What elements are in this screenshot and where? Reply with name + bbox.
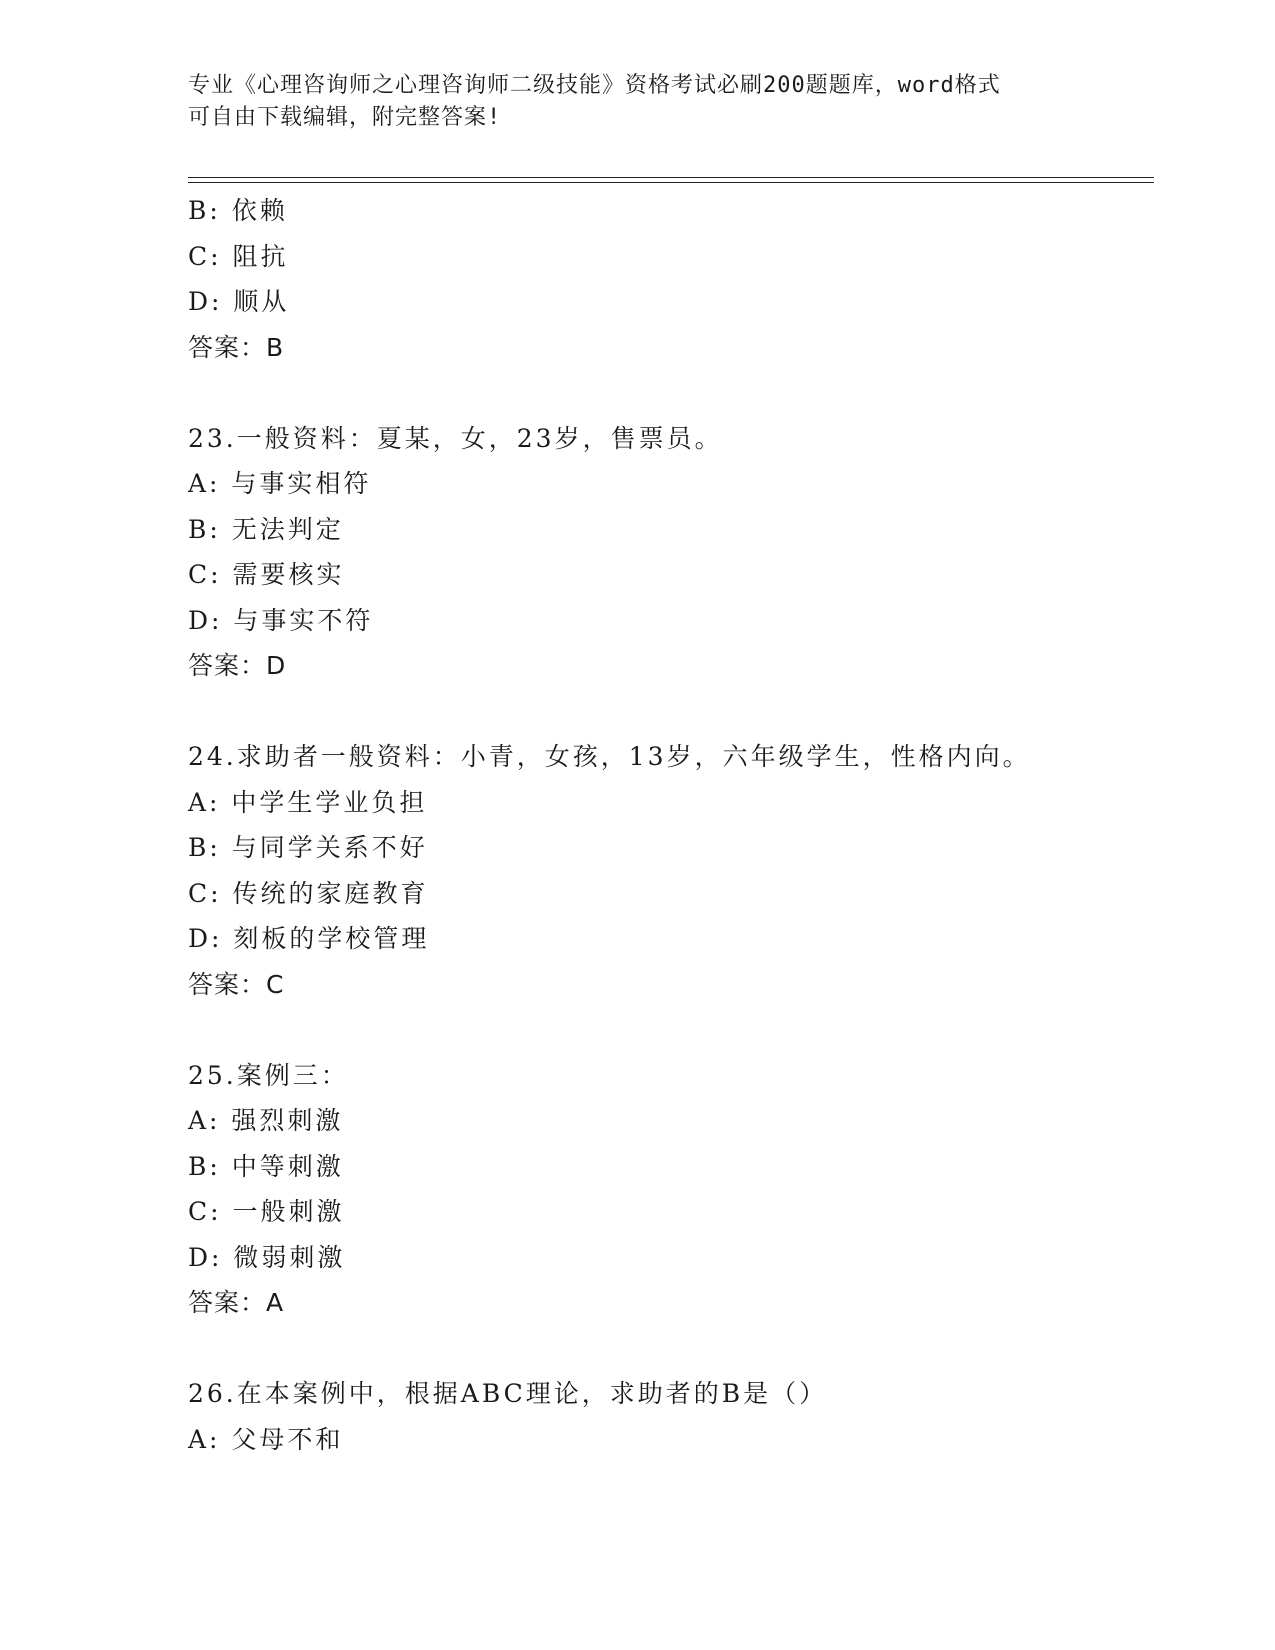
answer: 答案：C (188, 969, 285, 999)
option-c: C: 需要核实 (188, 560, 345, 589)
option-c: C: 一般刺激 (188, 1197, 345, 1226)
question-text: 26.在本案例中，根据ABC理论，求助者的B是（） (188, 1379, 828, 1408)
header-line-1: 专业《心理咨询师之心理咨询师二级技能》资格考试必刷200题题库，word格式 (188, 73, 1001, 98)
header-rule (188, 177, 1154, 178)
header-line-2: 可自由下载编辑，附完整答案! (188, 105, 502, 130)
question-text: 23.一般资料：夏某，女，23岁，售票员。 (188, 423, 723, 453)
option-b: B: 无法判定 (188, 514, 344, 544)
option-c: C: 传统的家庭教育 (188, 878, 429, 908)
header-rule (188, 182, 1154, 183)
question-list (188, 188, 1154, 1462)
option-d: D: 刻板的学校管理 (188, 924, 430, 953)
question-26 (188, 1371, 1154, 1462)
question-text: 25.案例三： (188, 1060, 349, 1090)
option-b: B: 与同学关系不好 (188, 833, 428, 862)
option-d: D: 微弱刺激 (188, 1242, 346, 1272)
question-25 (188, 1053, 1154, 1326)
question-text: 24.求助者一般资料：小青，女孩，13岁，六年级学生，性格内向。 (188, 742, 1031, 771)
option-b: B: 依赖 (188, 196, 288, 225)
answer: 答案：D (188, 651, 287, 680)
option-a: A: 与事实相符 (188, 469, 372, 498)
option-c: C: 阻抗 (188, 241, 289, 271)
option-a: A: 强烈刺激 (188, 1106, 344, 1135)
option-a: A: 中学生学业负担 (188, 787, 428, 817)
answer: 答案：B (188, 332, 285, 362)
page-header (188, 70, 1088, 134)
option-d: D: 与事实不符 (188, 605, 374, 635)
question-24 (188, 734, 1154, 1007)
option-a: A: 父母不和 (188, 1424, 344, 1454)
answer: 答案：A (188, 1288, 285, 1317)
option-d: D: 顺从 (188, 287, 290, 316)
question-22-partial (188, 188, 1154, 370)
question-23 (188, 416, 1154, 689)
option-b: B: 中等刺激 (188, 1151, 344, 1181)
